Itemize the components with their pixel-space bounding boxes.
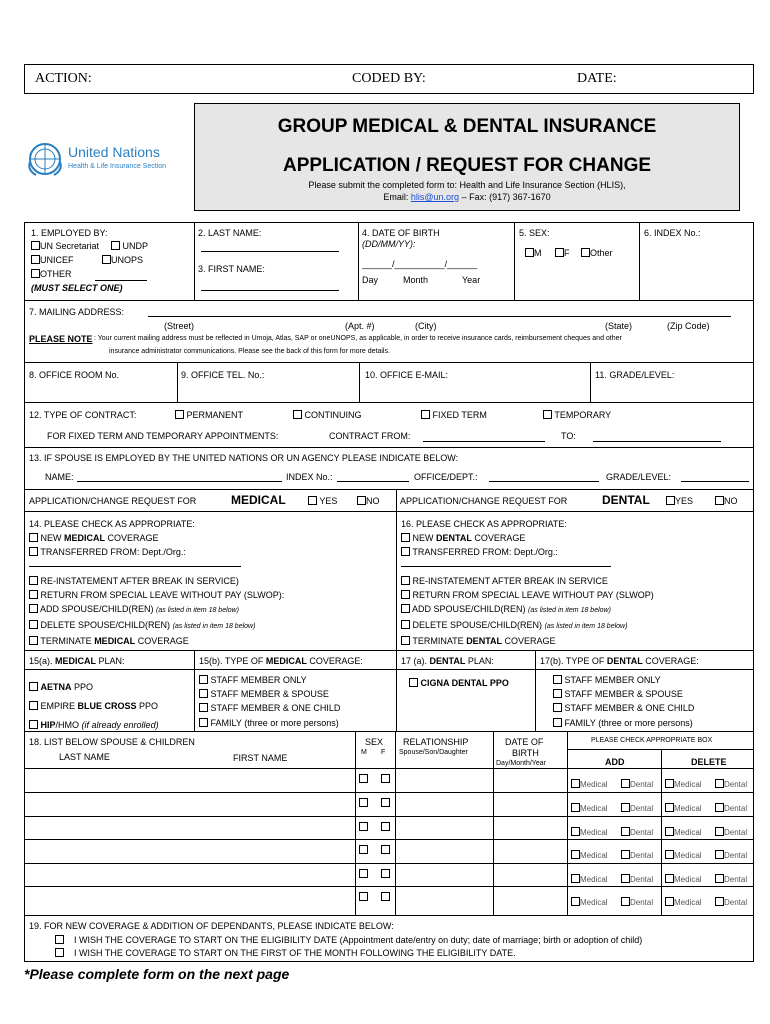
form-subtitle: APPLICATION / REQUEST FOR CHANGE — [282, 155, 652, 176]
dep-sex-m-box[interactable] — [359, 774, 368, 783]
logo-name: United Nations — [68, 144, 160, 160]
contract-to-field[interactable] — [593, 441, 721, 442]
med-terminate[interactable]: TERMINATE MEDICAL COVERAGE — [29, 634, 284, 648]
dob-label: 4. DATE OF BIRTH — [362, 228, 440, 238]
office-email-label: 10. OFFICE E-MAIL: — [365, 370, 449, 380]
spouse-office-label: OFFICE/DEPT.: — [414, 472, 478, 482]
dep-del-dental[interactable]: Dental — [715, 897, 747, 907]
dep-add-dental[interactable]: Dental — [621, 803, 653, 813]
dep-del-dental[interactable]: Dental — [715, 779, 747, 789]
first-name-label: 3. FIRST NAME: — [198, 264, 265, 274]
spouse-name-field[interactable] — [77, 481, 282, 482]
den-cov-child[interactable]: STAFF MEMBER & ONE CHILD — [553, 701, 694, 715]
dep-add-medical[interactable]: Medical — [571, 803, 608, 813]
spouse-label: 13. IF SPOUSE IS EMPLOYED BY THE UNITED NATIONS OR UN AGENCY PLEASE INDICATE BELOW: — [29, 453, 459, 463]
spouse-index-label: INDEX No.: — [286, 472, 333, 482]
dep-sex-f-box[interactable] — [381, 869, 390, 878]
dependant-row — [25, 792, 753, 816]
office-tel-label: 9. OFFICE TEL. No.: — [181, 370, 265, 380]
den-return-slwop[interactable]: RETURN FROM SPECIAL LEAVE WITHOUT PAY (SLWOP) — [401, 588, 654, 602]
den-transferred-field[interactable] — [401, 566, 611, 567]
col-first-name: FIRST NAME — [233, 753, 288, 763]
den-cov-family[interactable]: FAMILY (three or more persons) — [553, 716, 694, 730]
plan-hip[interactable]: HIP/HMO (if already enrolled) — [29, 716, 159, 735]
form-header — [194, 103, 740, 211]
index-label: 6. INDEX No.: — [644, 228, 701, 238]
personal-info-row — [24, 222, 754, 301]
med-14-title: 14. PLEASE CHECK AS APPROPRIATE: — [29, 519, 195, 529]
contract-row — [24, 402, 754, 448]
den-add-dependants[interactable]: ADD SPOUSE/CHILD(REN) (as listed in item 18 below) — [401, 602, 654, 618]
action-label: ACTION: — [35, 71, 92, 86]
med-coverage-list — [199, 673, 340, 730]
dep-del-medical[interactable]: Medical — [665, 779, 702, 789]
contract-to-label: TO: — [561, 431, 576, 441]
spouse-grade-field[interactable] — [681, 481, 749, 482]
dep-sex-f-box[interactable] — [381, 798, 390, 807]
mailing-note-2: insurance administrator communications. Please see the back of this form for more details. — [109, 348, 390, 355]
dep-del-dental[interactable]: Dental — [715, 850, 747, 860]
opt-undp[interactable]: UNDP — [111, 241, 148, 251]
grade-label: 11. GRADE/LEVEL: — [595, 370, 675, 380]
dob-field[interactable]: ______/__________/______ — [362, 259, 478, 269]
dependant-row — [25, 863, 753, 887]
col-sex-m: M — [361, 749, 367, 756]
dep-del-medical[interactable]: Medical — [665, 874, 702, 884]
dep-add-medical[interactable]: Medical — [571, 850, 608, 860]
den-16-title: 16. PLEASE CHECK AS APPROPRIATE: — [401, 519, 567, 529]
dep-sex-m-box[interactable] — [359, 822, 368, 831]
med-delete-dependants[interactable]: DELETE SPOUSE/CHILD(REN) (as listed in item 18 below) — [29, 618, 284, 634]
med-transferred[interactable]: TRANSFERRED FROM: Dept./Org.: — [29, 545, 284, 559]
p17b-label: 17(b). TYPE OF DENTAL COVERAGE: — [540, 656, 699, 666]
dependants-table — [24, 731, 754, 916]
col-delete: DELETE — [691, 757, 727, 767]
med-add-dependants[interactable]: ADD SPOUSE/CHILD(REN) (as listed in item 18 below) — [29, 602, 284, 618]
den-request-label: APPLICATION/CHANGE REQUEST FOR — [400, 496, 568, 506]
dep-del-dental[interactable]: Dental — [715, 827, 747, 837]
check-appropriate-row — [24, 511, 754, 651]
col-last-name: LAST NAME — [59, 752, 110, 762]
check-box-header: PLEASE CHECK APPROPRIATE BOX — [591, 737, 713, 744]
sex-label: 5. SEX: — [519, 228, 550, 238]
plans-row — [24, 650, 754, 732]
med-no[interactable]: NO — [357, 496, 380, 506]
dep-del-medical[interactable]: Medical — [665, 850, 702, 860]
un-logo — [26, 138, 196, 184]
opt-permanent[interactable]: PERMANENT — [175, 410, 243, 420]
s19-opt1[interactable]: I WISH THE COVERAGE TO START ON THE ELIGIBILITY DATE (Appointment date/entry on duty; date of marriage; birth or adoption of child) — [55, 935, 642, 945]
col-relationship-sub: Spouse/Son/Daughter — [399, 749, 468, 756]
med-return-slwop[interactable]: RETURN FROM SPECIAL LEAVE WITHOUT PAY (SLWOP): — [29, 588, 284, 602]
spouse-office-field[interactable] — [489, 481, 599, 482]
dep-add-dental[interactable]: Dental — [621, 874, 653, 884]
fixed-term-note: FOR FIXED TERM AND TEMPORARY APPOINTMENTS: — [47, 431, 279, 441]
den-transferred[interactable]: TRANSFERRED FROM: Dept./Org.: — [401, 545, 654, 559]
col-sex-f: F — [381, 749, 386, 756]
dependant-row — [25, 768, 753, 792]
opt-temporary[interactable]: TEMPORARY — [543, 410, 611, 420]
opt-other[interactable]: OTHER — [31, 269, 72, 279]
med-cov-family[interactable]: FAMILY (three or more persons) — [199, 716, 340, 730]
opt-continuing[interactable]: CONTINUING — [293, 410, 362, 420]
sex-f[interactable]: F — [555, 248, 570, 258]
den-no[interactable]: NO — [715, 496, 738, 506]
med-transferred-field[interactable] — [29, 566, 241, 567]
med-cov-staff[interactable]: STAFF MEMBER ONLY — [199, 673, 340, 687]
dep-del-dental[interactable]: Dental — [715, 803, 747, 813]
den-terminate[interactable]: TERMINATE DENTAL COVERAGE — [401, 634, 654, 648]
opt-unops[interactable]: UNOPS — [102, 255, 143, 265]
spouse-grade-label: GRADE/LEVEL: — [606, 472, 672, 482]
mailing-label: 7. MAILING ADDRESS: — [29, 307, 125, 317]
dep-sex-m-box[interactable] — [359, 869, 368, 878]
col-relationship: RELATIONSHIP — [403, 737, 469, 747]
state-label: (State) — [605, 321, 633, 331]
dep-sex-f-box[interactable] — [381, 822, 390, 831]
med-yes[interactable]: YES — [308, 496, 337, 506]
submit-note: Please submit the completed form to: Health and Life Insurance Section (HLIS), — [308, 180, 626, 190]
footer-note: *Please complete form on the next page — [24, 966, 290, 982]
col-dob-sub: Day/Month/Year — [496, 760, 546, 767]
den-request-word: DENTAL — [602, 493, 650, 507]
dep-sex-f-box[interactable] — [381, 774, 390, 783]
den-delete-dependants[interactable]: DELETE SPOUSE/CHILD(REN) (as listed in item 18 below) — [401, 618, 654, 634]
dep-sex-m-box[interactable] — [359, 892, 368, 901]
col-dob: DATE OF — [505, 737, 544, 747]
dep-sex-m-box[interactable] — [359, 845, 368, 854]
city-label: (City) — [415, 321, 437, 331]
contract-label: 12. TYPE OF CONTRACT: — [29, 410, 137, 420]
coded-by-label: CODED BY: — [352, 71, 426, 86]
mailing-note: : Your current mailing address must be reflected in Umoja, Atlas, SAP or oneUNOPS, as applicable, in order to receive insurance cards, reimbursement cheques and other — [94, 335, 622, 342]
med-14-list — [29, 517, 284, 649]
dep-add-medical[interactable]: Medical — [571, 779, 608, 789]
med-plan-list — [29, 678, 159, 735]
med-reinstatement[interactable]: RE-INSTATEMENT AFTER BREAK IN SERVICE) — [29, 574, 284, 588]
med-request-word: MEDICAL — [231, 493, 286, 507]
spouse-name-label: NAME: — [45, 472, 74, 482]
un-emblem-icon — [26, 140, 64, 178]
p15b-label: 15(b). TYPE OF MEDICAL COVERAGE: — [199, 656, 363, 666]
dep-add-medical[interactable]: Medical — [571, 874, 608, 884]
dep-sex-f-box[interactable] — [381, 845, 390, 854]
dep-del-medical[interactable]: Medical — [665, 897, 702, 907]
col-dob-2: BIRTH — [512, 748, 539, 758]
p17a-label: 17 (a). DENTAL PLAN: — [401, 656, 494, 666]
email-label: Email: — [383, 192, 409, 202]
dob-year: Year — [462, 275, 481, 285]
apt-label: (Apt. #) — [345, 321, 375, 331]
opt-fixed-term[interactable]: FIXED TERM — [421, 410, 487, 420]
zip-label: (Zip Code) — [667, 321, 710, 331]
dep-del-medical[interactable]: Medical — [665, 827, 702, 837]
dep-sex-f-box[interactable] — [381, 892, 390, 901]
please-note-label: PLEASE NOTE — [29, 334, 93, 344]
office-room-label: 8. OFFICE ROOM No. — [29, 370, 120, 380]
den-reinstatement[interactable]: RE-INSTATEMENT AFTER BREAK IN SERVICE — [401, 574, 654, 588]
s19-title: 19. FOR NEW COVERAGE & ADDITION OF DEPENDANTS, PLEASE INDICATE BELOW: — [29, 921, 394, 931]
dep-add-dental[interactable]: Dental — [621, 827, 653, 837]
dep-del-medical[interactable]: Medical — [665, 803, 702, 813]
dep-add-dental[interactable]: Dental — [621, 897, 653, 907]
dependant-row — [25, 839, 753, 863]
dep-add-medical[interactable]: Medical — [571, 897, 608, 907]
dob-day: Day — [362, 275, 379, 285]
dep-add-dental[interactable]: Dental — [621, 850, 653, 860]
spouse-row — [24, 447, 754, 490]
dependant-row — [25, 886, 753, 910]
dob-format: (DD/MM/YY): — [362, 239, 416, 249]
top-bar — [24, 64, 754, 94]
last-name-label: 2. LAST NAME: — [198, 228, 262, 238]
sex-other[interactable]: Other — [581, 248, 613, 258]
date-label: DATE: — [577, 71, 617, 86]
med-request-label: APPLICATION/CHANGE REQUEST FOR — [29, 496, 197, 506]
contact-line — [195, 192, 739, 202]
must-select-note: (MUST SELECT ONE) — [31, 283, 123, 293]
dep-del-dental[interactable]: Dental — [715, 874, 747, 884]
den-16-list — [401, 517, 654, 649]
sex-m[interactable]: M — [525, 248, 542, 258]
med-cov-child[interactable]: STAFF MEMBER & ONE CHILD — [199, 701, 340, 715]
den-new-coverage[interactable]: NEW DENTAL COVERAGE — [401, 531, 654, 545]
den-cov-spouse[interactable]: STAFF MEMBER & SPOUSE — [553, 687, 694, 701]
request-row — [24, 489, 754, 512]
email-link[interactable]: hlis@un.org — [410, 192, 460, 202]
section-19 — [24, 915, 754, 962]
opt-un-secretariat[interactable]: UN Secretariat — [31, 241, 99, 251]
contract-from-field[interactable] — [423, 441, 545, 442]
logo-subtitle: Health & Life Insurance Section — [68, 163, 167, 170]
den-cov-staff[interactable]: STAFF MEMBER ONLY — [553, 673, 694, 687]
p15a-label: 15(a). MEDICAL PLAN: — [29, 656, 125, 666]
dep-add-medical[interactable]: Medical — [571, 827, 608, 837]
dependant-row — [25, 816, 753, 840]
opt-unicef[interactable]: UNICEF — [31, 255, 74, 265]
dep-sex-m-box[interactable] — [359, 798, 368, 807]
last-name-field[interactable] — [201, 251, 339, 252]
fax-text: – Fax: (917) 367-1670 — [461, 192, 551, 202]
col-add: ADD — [605, 757, 625, 767]
office-row — [24, 362, 754, 403]
med-new-coverage[interactable]: NEW MEDICAL COVERAGE — [29, 531, 284, 545]
street-label: (Street) — [164, 321, 195, 331]
col-sex: SEX — [365, 737, 384, 747]
form-title: GROUP MEDICAL & DENTAL INSURANCE — [277, 116, 657, 137]
mailing-field[interactable] — [148, 316, 731, 317]
deps-title: 18. LIST BELOW SPOUSE & CHILDREN — [29, 737, 195, 747]
med-cov-spouse[interactable]: STAFF MEMBER & SPOUSE — [199, 687, 340, 701]
dep-add-dental[interactable]: Dental — [621, 779, 653, 789]
plan-aetna[interactable]: AETNA PPO — [29, 678, 159, 697]
first-name-field[interactable] — [201, 290, 339, 291]
den-yes[interactable]: YES — [666, 496, 693, 506]
mailing-row — [24, 300, 754, 363]
spouse-index-field[interactable] — [337, 481, 409, 482]
den-coverage-list — [553, 673, 694, 730]
employed-by-label: 1. EMPLOYED BY: — [31, 228, 108, 238]
s19-opt2[interactable]: I WISH THE COVERAGE TO START ON THE FIRST OF THE MONTH FOLLOWING THE ELIGIBILITY DATE. — [55, 948, 516, 958]
plan-empire[interactable]: EMPIRE BLUE CROSS PPO — [29, 697, 159, 716]
other-field[interactable] — [95, 280, 147, 281]
plan-cigna[interactable]: CIGNA DENTAL PPO — [409, 678, 509, 688]
contract-from-label: CONTRACT FROM: — [329, 431, 411, 441]
dob-month: Month — [403, 275, 429, 285]
